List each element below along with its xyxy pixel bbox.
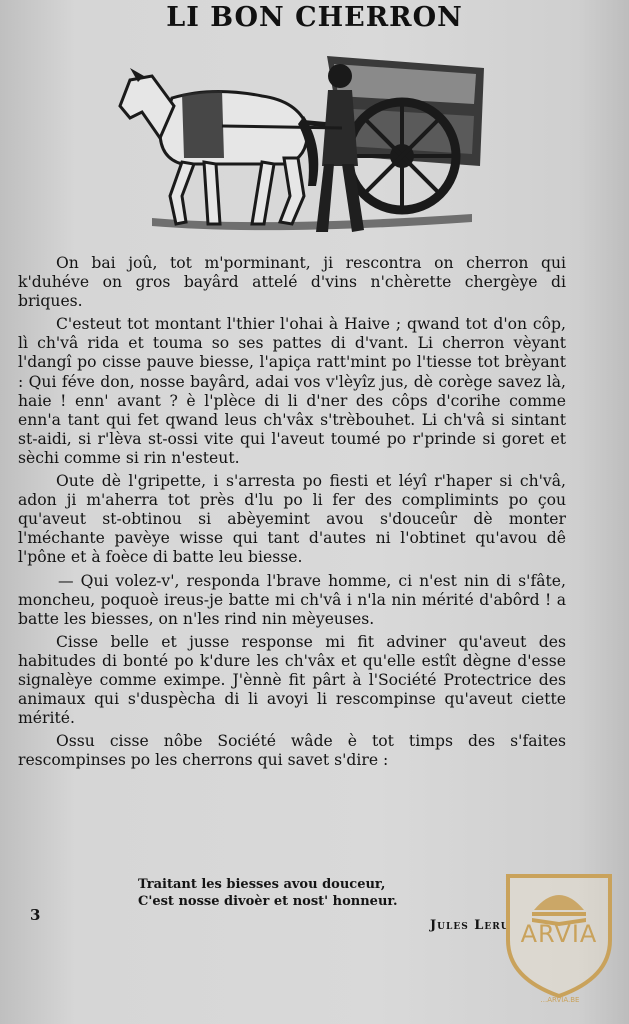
page-number: 3: [30, 906, 41, 924]
page-title: LI BON CHERRON: [166, 2, 463, 33]
horse-cart-illustration: [112, 46, 492, 246]
paragraph: Oute dè l'gripette, i s'arresta po fiesti et léyî r'haper si ch'vâ, adon ji m'aherra tot près d'lu po li fer des complimints po çou qu'aveut st-obtinou si abèyemint avou s'douceûr dè monter l'méchante pavèye wisse qui tant d'autes ni l'obtinet qu'avou dê l'pône et à foèce di batte leu biesse.: [18, 472, 566, 567]
author-signature: Jules Leru: [430, 918, 510, 933]
paragraph: Cisse belle et jusse response mi fit adviner qu'aveut des habitudes di bonté po k'dure les ch'vâx et qu'elle estît dègne d'esse signalèye comme eximpe. J'ènnè fit pârt à l'Société Protectrice des animaux qui s'duspècha di li avoyi li rescompinse qu'aveut ciette mérité.: [18, 632, 566, 728]
paragraph: C'esteut tot montant l'thier l'ohai à Haive ; qwand tot d'on côp, lì ch'vâ rida et touma so ses pattes di d'vant. Li cherron vèyant l'dangî po cisse pauve biesse, l'apiça ratt'mint po l'tiesse tot brèyant : Qui féve don, nosse bayârd, adai vos v'lèyîz jus, dè corège savez là, haie ! enn' avant ? è l'plèce di li d'ner des côps d'corihe comme enn'a tant qui fet qwand leus ch'vâx s'trèbouhet. Li ch'vâ si sintant st-aidi, si r'lèva st-ossi vite qui l'aveut toumé po r'prinde si goret et sèchi comme si rin n'esteut.: [18, 315, 566, 467]
verse-line: Traitant les biesses avou douceur,: [138, 877, 386, 892]
watermark-text: ARVIA: [520, 920, 598, 948]
story-text: [18, 254, 566, 774]
arvia-watermark-logo: [502, 870, 616, 1000]
watermark-caption: ...ARVIA.BE: [540, 996, 580, 1004]
paragraph: — Qui volez-v', responda l'brave homme, ci n'est nin di s'fâte, moncheu, poquoè ireus-je batte mi ch'vâ i n'la nin mérité d'abôrd ! a batte les biesses, on n'les rind nin mèyeuses.: [18, 571, 566, 628]
paragraph: Ossu cisse nôbe Société wâde è tot timps des s'faites rescompinses po les cherrons qui savet s'dire :: [18, 732, 566, 770]
verse-line: C'est nosse divoèr et nost' honneur.: [138, 894, 398, 909]
paragraph: On bai joû, tot m'porminant, ji rescontra on cherron qui k'duhéve on gros bayârd attelé d'vins n'chèrette chergèye di briques.: [18, 254, 566, 311]
verse: [138, 876, 438, 910]
